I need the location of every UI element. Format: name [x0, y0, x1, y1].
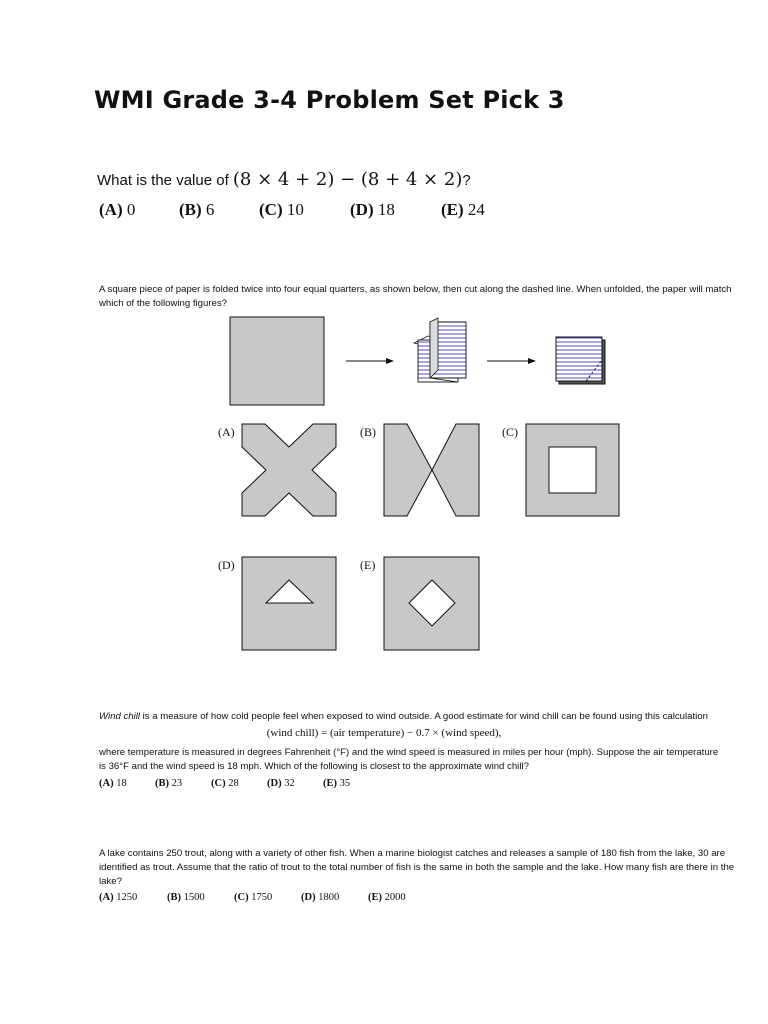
q4-choice-a-value: 1250 — [116, 892, 138, 903]
q4-choice-a-label: (A) — [99, 892, 114, 903]
q4-choices — [99, 892, 406, 903]
q3-choice-e[interactable] — [323, 778, 350, 789]
q1-choice-e-label: (E) — [441, 200, 464, 219]
q4-choice-e-label: (E) — [368, 892, 382, 903]
option-b-label: (B) — [360, 425, 376, 439]
q3-italic-term: Wind chill — [99, 711, 140, 722]
option-d-label: (D) — [218, 558, 235, 572]
paper-folded-twice — [556, 337, 605, 384]
q1-choice-a-value: 0 — [126, 200, 136, 219]
option-b-shape[interactable] — [384, 424, 479, 516]
q1-choice-d-value: 18 — [377, 200, 395, 219]
option-e-label: (E) — [360, 558, 376, 572]
q3-choice-c-label: (C) — [211, 778, 226, 789]
paper-square — [230, 317, 324, 405]
q3-choice-a-label: (A) — [99, 778, 114, 789]
q4-choice-e[interactable] — [368, 892, 406, 903]
q3-choice-b[interactable] — [155, 778, 211, 789]
option-c-label: (C) — [502, 425, 518, 439]
q4-choice-b[interactable] — [167, 892, 234, 903]
option-c-shape[interactable] — [526, 424, 619, 516]
q3-choice-d[interactable] — [267, 778, 323, 789]
q3-choice-d-label: (D) — [267, 778, 282, 789]
q1-choice-a-label: (A) — [99, 200, 123, 219]
option-a-label: (A) — [218, 425, 235, 439]
q4-choice-e-value: 2000 — [384, 892, 406, 903]
q3-choice-c-value: 28 — [228, 778, 239, 789]
q3-formula: (wind chill) = (air temperature) − 0.7 × (wind speed), — [266, 727, 502, 739]
q1-prompt-text: What is the value of — [97, 172, 233, 189]
q3-choice-b-label: (B) — [155, 778, 169, 789]
q1-choice-c-value: 10 — [286, 200, 304, 219]
q3-choice-d-value: 32 — [284, 778, 295, 789]
q4-choice-d-value: 1800 — [318, 892, 340, 903]
q3-choice-c[interactable] — [211, 778, 267, 789]
option-a-shape[interactable] — [242, 424, 336, 516]
page-title: WMI Grade 3-4 Problem Set Pick 3 — [94, 86, 565, 114]
option-e-shape[interactable] — [384, 557, 479, 650]
q2-prompt: A square piece of paper is folded twice into four equal quarters, as shown below, then cut along the dashed line. When unfolded, the paper will match which of the following figures? — [99, 284, 732, 309]
q1-prompt-end: ? — [462, 172, 471, 189]
q3-choice-b-value: 23 — [171, 778, 183, 789]
paper-folded-once — [414, 318, 466, 382]
q3-choice-e-label: (E) — [323, 778, 337, 789]
q3-choice-a-value: 18 — [116, 778, 127, 789]
q4-choice-d-label: (D) — [301, 892, 316, 903]
q1-choice-b-label: (B) — [179, 200, 202, 219]
q3-choices — [99, 778, 350, 789]
q4-choice-b-value: 1500 — [183, 892, 205, 903]
option-d-shape[interactable] — [242, 557, 336, 650]
q4-choice-c-label: (C) — [234, 892, 249, 903]
q4-choice-c[interactable] — [234, 892, 301, 903]
q1-choice-c-label: (C) — [259, 200, 283, 219]
q4-choice-d[interactable] — [301, 892, 368, 903]
q3-prompt — [99, 710, 739, 724]
q3-prompt-text: is a measure of how cold people feel when exposed to wind outside. A good estimate for wind chill can be found using this calculation — [139, 711, 708, 722]
q4-choice-a[interactable] — [99, 892, 167, 903]
q1-choice-e-value: 24 — [467, 200, 485, 219]
q4-prompt: A lake contains 250 trout, along with a variety of other fish. When a marine biologist catches and releases a sample of 180 fish from the lake, 30 are identified as trout. Assume that the ratio of trout to the total number of fish is the same in both the sample and the lake. How many fish are there in the lake? — [99, 848, 735, 887]
q3-choice-a[interactable] — [99, 778, 155, 789]
q3-prompt-continued: where temperature is measured in degrees Fahrenheit (°F) and the wind speed is measured in miles per hour (mph). Suppose the air temperature is 36°F and the wind speed is 18 mph. Which of the following is closest to the approximate wind chill? — [99, 747, 719, 772]
q4-choice-c-value: 1750 — [251, 892, 273, 903]
q3-choice-e-value: 35 — [339, 778, 351, 789]
q1-expression: (8 × 4 + 2) − (8 + 4 × 2) — [232, 169, 463, 190]
q1-choice-b-value: 6 — [205, 200, 215, 219]
q1-choice-d-label: (D) — [350, 200, 374, 219]
q4-choice-b-label: (B) — [167, 892, 181, 903]
